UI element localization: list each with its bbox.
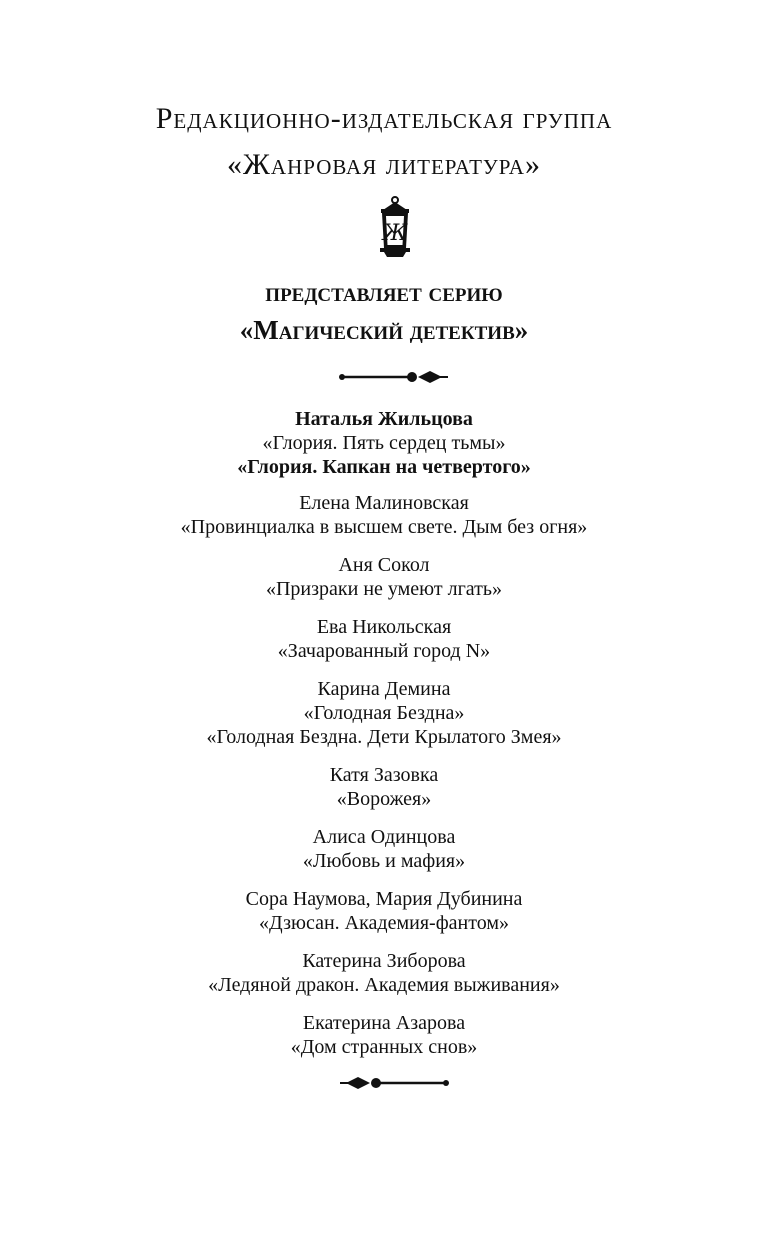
series-heading bbox=[0, 273, 768, 349]
book-title: «Дзюсан. Академия-фантом» bbox=[259, 912, 509, 934]
book-title: «Ворожея» bbox=[336, 788, 432, 810]
author-name: Алиса Одинцова bbox=[312, 826, 456, 848]
publisher-heading bbox=[0, 96, 768, 188]
author-name: Елена Малиновская bbox=[299, 492, 469, 514]
list-item bbox=[0, 949, 768, 997]
publisher-line-1: Редакционно-издательская группа bbox=[155, 102, 613, 135]
book-title: «Глория. Пять сердец тьмы» bbox=[262, 432, 506, 454]
emblem-letter: Ж bbox=[382, 221, 408, 246]
list-item bbox=[0, 887, 768, 935]
author-name: Катерина Зиборова bbox=[302, 950, 466, 972]
lantern-emblem-icon bbox=[370, 196, 420, 260]
publisher-line-2: «Жанровая литература» bbox=[227, 148, 541, 181]
book-title: «Любовь и мафия» bbox=[302, 850, 466, 872]
list-item bbox=[0, 677, 768, 749]
book-list bbox=[0, 407, 768, 1073]
book-title: «Голодная Бездна. Дети Крылатого Змея» bbox=[206, 726, 562, 748]
list-item bbox=[0, 825, 768, 873]
book-title: «Дом странных снов» bbox=[290, 1036, 478, 1058]
book-title: «Призраки не умеют лгать» bbox=[265, 578, 502, 600]
book-title-featured: «Глория. Капкан на четвертого» bbox=[237, 456, 531, 478]
list-item bbox=[0, 553, 768, 601]
author-name: Сора Наумова, Мария Дубинина bbox=[245, 888, 523, 910]
series-line-2: «Магический детектив» bbox=[239, 315, 529, 345]
author-name: Наталья Жильцова bbox=[295, 408, 473, 430]
list-item bbox=[0, 1011, 768, 1059]
list-item bbox=[0, 763, 768, 811]
list-item bbox=[0, 407, 768, 479]
author-name: Ева Никольская bbox=[316, 616, 452, 638]
book-title: «Провинциалка в высшем свете. Дым без огня» bbox=[180, 516, 588, 538]
ornament-divider-top-icon bbox=[338, 370, 450, 384]
author-name: Аня Сокол bbox=[338, 554, 430, 576]
book-title: «Ледяной дракон. Академия выживания» bbox=[208, 974, 560, 996]
author-name: Катя Зазовка bbox=[329, 764, 439, 786]
series-line-1: представляет серию bbox=[265, 277, 503, 307]
list-item bbox=[0, 615, 768, 663]
book-title: «Зачарованный город N» bbox=[277, 640, 491, 662]
list-item bbox=[0, 491, 768, 539]
book-title: «Голодная Бездна» bbox=[303, 702, 465, 724]
author-name: Екатерина Азарова bbox=[302, 1012, 466, 1034]
author-name: Карина Демина bbox=[317, 678, 451, 700]
ornament-divider-bottom-icon bbox=[338, 1076, 450, 1090]
